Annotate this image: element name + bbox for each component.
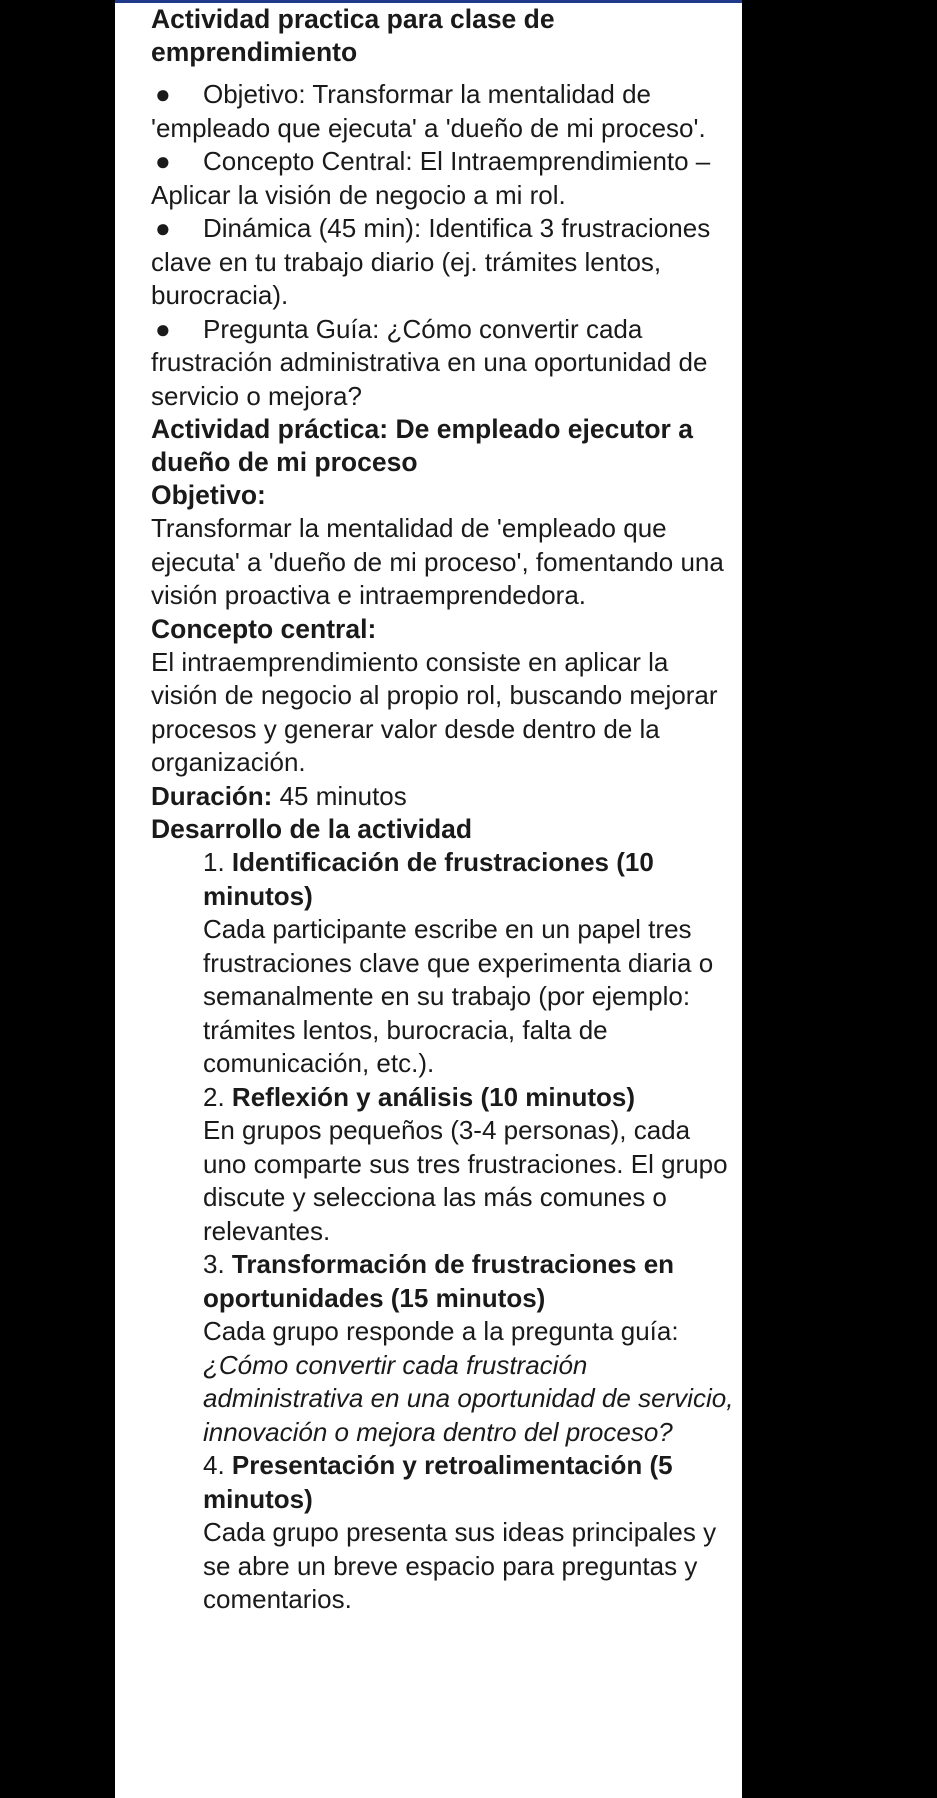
duracion-label: Duración:	[151, 780, 273, 811]
step-heading	[203, 846, 736, 913]
section-title: Actividad práctica: De empleado ejecutor a dueño de mi proceso	[151, 414, 693, 477]
step-heading	[203, 1248, 736, 1315]
document-title: Actividad practica para clase de emprendimiento	[151, 4, 555, 67]
step-text: Cada participante escribe en un papel tres frustraciones clave que experimenta diaria o semanalmente en su trabajo (por ejemplo: trámites lentos, burocracia, falta de comunicación, etc.).	[203, 914, 714, 1078]
steps-list	[151, 846, 736, 1617]
concepto-label: Concepto central:	[151, 613, 377, 644]
bullet-item	[151, 78, 736, 145]
bullet-item	[151, 313, 736, 414]
bullet-item	[151, 212, 736, 313]
desarrollo-title: Desarrollo de la actividad	[151, 814, 473, 844]
step-text: Cada grupo responde a la pregunta guía:	[203, 1316, 679, 1346]
step-text: Cada grupo presenta sus ideas principales y se abre un breve espacio para preguntas y comentarios.	[203, 1517, 717, 1614]
bullet-dot-icon: ●	[155, 79, 171, 109]
step-question: ¿Cómo convertir cada frustración administrativa en una oportunidad de servicio, innovación o mejora dentro del proceso?	[203, 1349, 734, 1447]
step-title: Presentación y retroalimentación (5 minutos)	[203, 1450, 673, 1514]
bullet-item	[151, 145, 736, 212]
step-number: 2.	[203, 1081, 225, 1112]
bullet-text: Pregunta Guía: ¿Cómo convertir cada frustración administrativa en una oportunidad de servicio o mejora?	[151, 313, 708, 411]
step-heading	[203, 1081, 736, 1115]
objetivo-text: Transformar la mentalidad de 'empleado que ejecuta' a 'dueño de mi proceso', fomentando una visión proactiva e intraemprendedora.	[151, 513, 724, 610]
bullet-text: Concepto Central: El Intraemprendimiento – Aplicar la visión de negocio a mi rol.	[151, 146, 711, 210]
duracion-value: 45 minutos	[279, 780, 407, 811]
bullet-dot-icon: ●	[155, 146, 171, 176]
duracion-line	[151, 780, 736, 814]
step-number: 1.	[203, 847, 225, 877]
objetivo-label: Objetivo:	[151, 480, 266, 510]
step-title: Identificación de frustraciones (10 minutos)	[203, 847, 654, 911]
step-text: En grupos pequeños (3-4 personas), cada uno comparte sus tres frustraciones. El grupo discute y selecciona las más comunes o relevantes.	[203, 1115, 728, 1246]
step-title: Reflexión y análisis (10 minutos)	[231, 1081, 636, 1112]
document-page	[115, 0, 742, 1798]
document-content	[151, 3, 736, 1617]
bullet-dot-icon: ●	[155, 213, 171, 243]
concepto-text: El intraemprendimiento consiste en aplicar la visión de negocio al propio rol, buscando mejorar procesos y generar valor desde dentro de la organización.	[151, 646, 718, 777]
step-title: Transformación de frustraciones en oportunidades (15 minutos)	[203, 1249, 675, 1313]
step-number: 3.	[203, 1249, 225, 1279]
step-heading	[203, 1449, 736, 1516]
bullet-list	[151, 78, 736, 413]
bullet-text: Dinámica (45 min): Identifica 3 frustraciones clave en tu trabajo diario (ej. trámites lentos, burocracia).	[151, 213, 711, 310]
bullet-text: Objetivo: Transformar la mentalidad de 'empleado que ejecuta' a 'dueño de mi proceso'.	[151, 79, 706, 143]
bullet-dot-icon: ●	[155, 313, 171, 344]
step-number: 4.	[203, 1450, 225, 1480]
